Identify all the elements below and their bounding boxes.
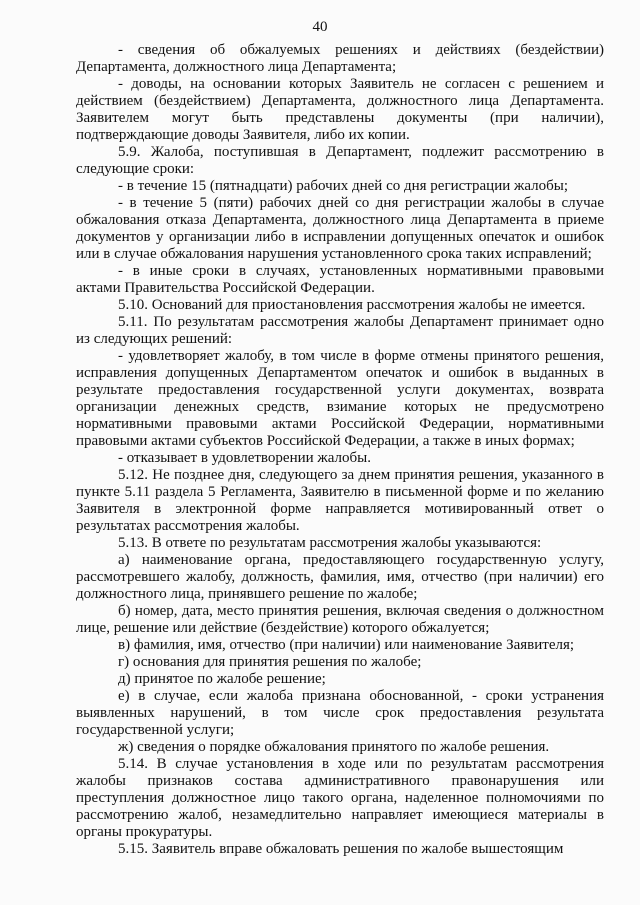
paragraph: д) принятое по жалобе решение; xyxy=(118,671,326,687)
paragraph: - в течение 5 (пяти) рабочих дней со дня регистрации жалобы в случае обжалования отказа Департамента, должностного лица Департамента в приеме документов у организации либо в исправлении допущенных опечаток и ошибок или в случае обжалования нарушения установленного срока таких исправлений; xyxy=(76,195,604,262)
paragraph: 5.9. Жалоба, поступившая в Департамент, подлежит рассмотрению в следующие сроки: xyxy=(76,144,604,177)
paragraph: 5.14. В случае установления в ходе или по результатам рассмотрения жалобы признаков состава административного правонарушения или преступления должностное лицо такого органа, наделенное полномочиями по рассмотрению жалоб, незамедлительно направляет имеющиеся материалы в органы прокуратуры. xyxy=(76,756,604,840)
paragraph: 5.13. В ответе по результатам рассмотрения жалобы указываются: xyxy=(118,535,542,551)
paragraph: - сведения об обжалуемых решениях и действиях (бездействии) Департамента, должностного лица Департамента; xyxy=(76,42,604,75)
paragraph: - в течение 15 (пятнадцати) рабочих дней со дня регистрации жалобы; xyxy=(118,178,569,194)
paragraph: - в иные сроки в случаях, установленных нормативными правовыми актами Правительства Российской Федерации. xyxy=(76,263,604,296)
page-number: 40 xyxy=(312,19,328,35)
paragraph: а) наименование органа, предоставляющего государственную услугу, рассмотревшего жалобу, должность, фамилия, имя, отчество (при наличии) его должностного лица, принявшего решение по жалобе; xyxy=(76,552,604,602)
paragraph: б) номер, дата, место принятия решения, включая сведения о должностном лице, решение или действие (бездействие) которого обжалуется; xyxy=(76,603,604,636)
paragraph: 5.12. Не позднее дня, следующего за днем принятия решения, указанного в пункте 5.11 раздела 5 Регламента, Заявителю в письменной форме и по желанию Заявителя в электронной форме направляется мотивированный ответ о результатах рассмотрения жалобы. xyxy=(76,467,604,534)
paragraph: - удовлетворяет жалобу, в том числе в форме отмены принятого решения, исправления допущенных Департаментом опечаток и ошибок в выданных в результате предоставления государственной услуги документах, возврата организации денежных средств, взимание которых не предусмотрено нормативными правовыми актами Российской Федерации, нормативными правовыми актами субъектов Российской Федерации, а также в иных формах; xyxy=(76,348,604,449)
paragraph: в) фамилия, имя, отчество (при наличии) или наименование Заявителя; xyxy=(118,637,575,653)
paragraph: г) основания для принятия решения по жалобе; xyxy=(118,654,422,670)
paragraph: - доводы, на основании которых Заявитель не согласен с решением и действием (бездействием) Департамента, должностного лица Департамента. Заявителем могут быть представлены документы (при наличии), подтверждающие доводы Заявителя, либо их копии. xyxy=(76,76,604,143)
paragraph: - отказывает в удовлетворении жалобы. xyxy=(118,450,372,466)
document-body xyxy=(76,42,604,858)
paragraph: 5.11. По результатам рассмотрения жалобы Департамент принимает одно из следующих решений: xyxy=(76,314,604,347)
paragraph: 5.10. Оснований для приостановления рассмотрения жалобы не имеется. xyxy=(118,297,586,313)
paragraph: 5.15. Заявитель вправе обжаловать решения по жалобе вышестоящим xyxy=(118,841,564,857)
paragraph: е) в случае, если жалоба признана обоснованной, - сроки устранения выявленных нарушений, в том числе срок предоставления результата государственной услуги; xyxy=(76,688,604,738)
paragraph: ж) сведения о порядке обжалования принятого по жалобе решения. xyxy=(118,739,550,755)
